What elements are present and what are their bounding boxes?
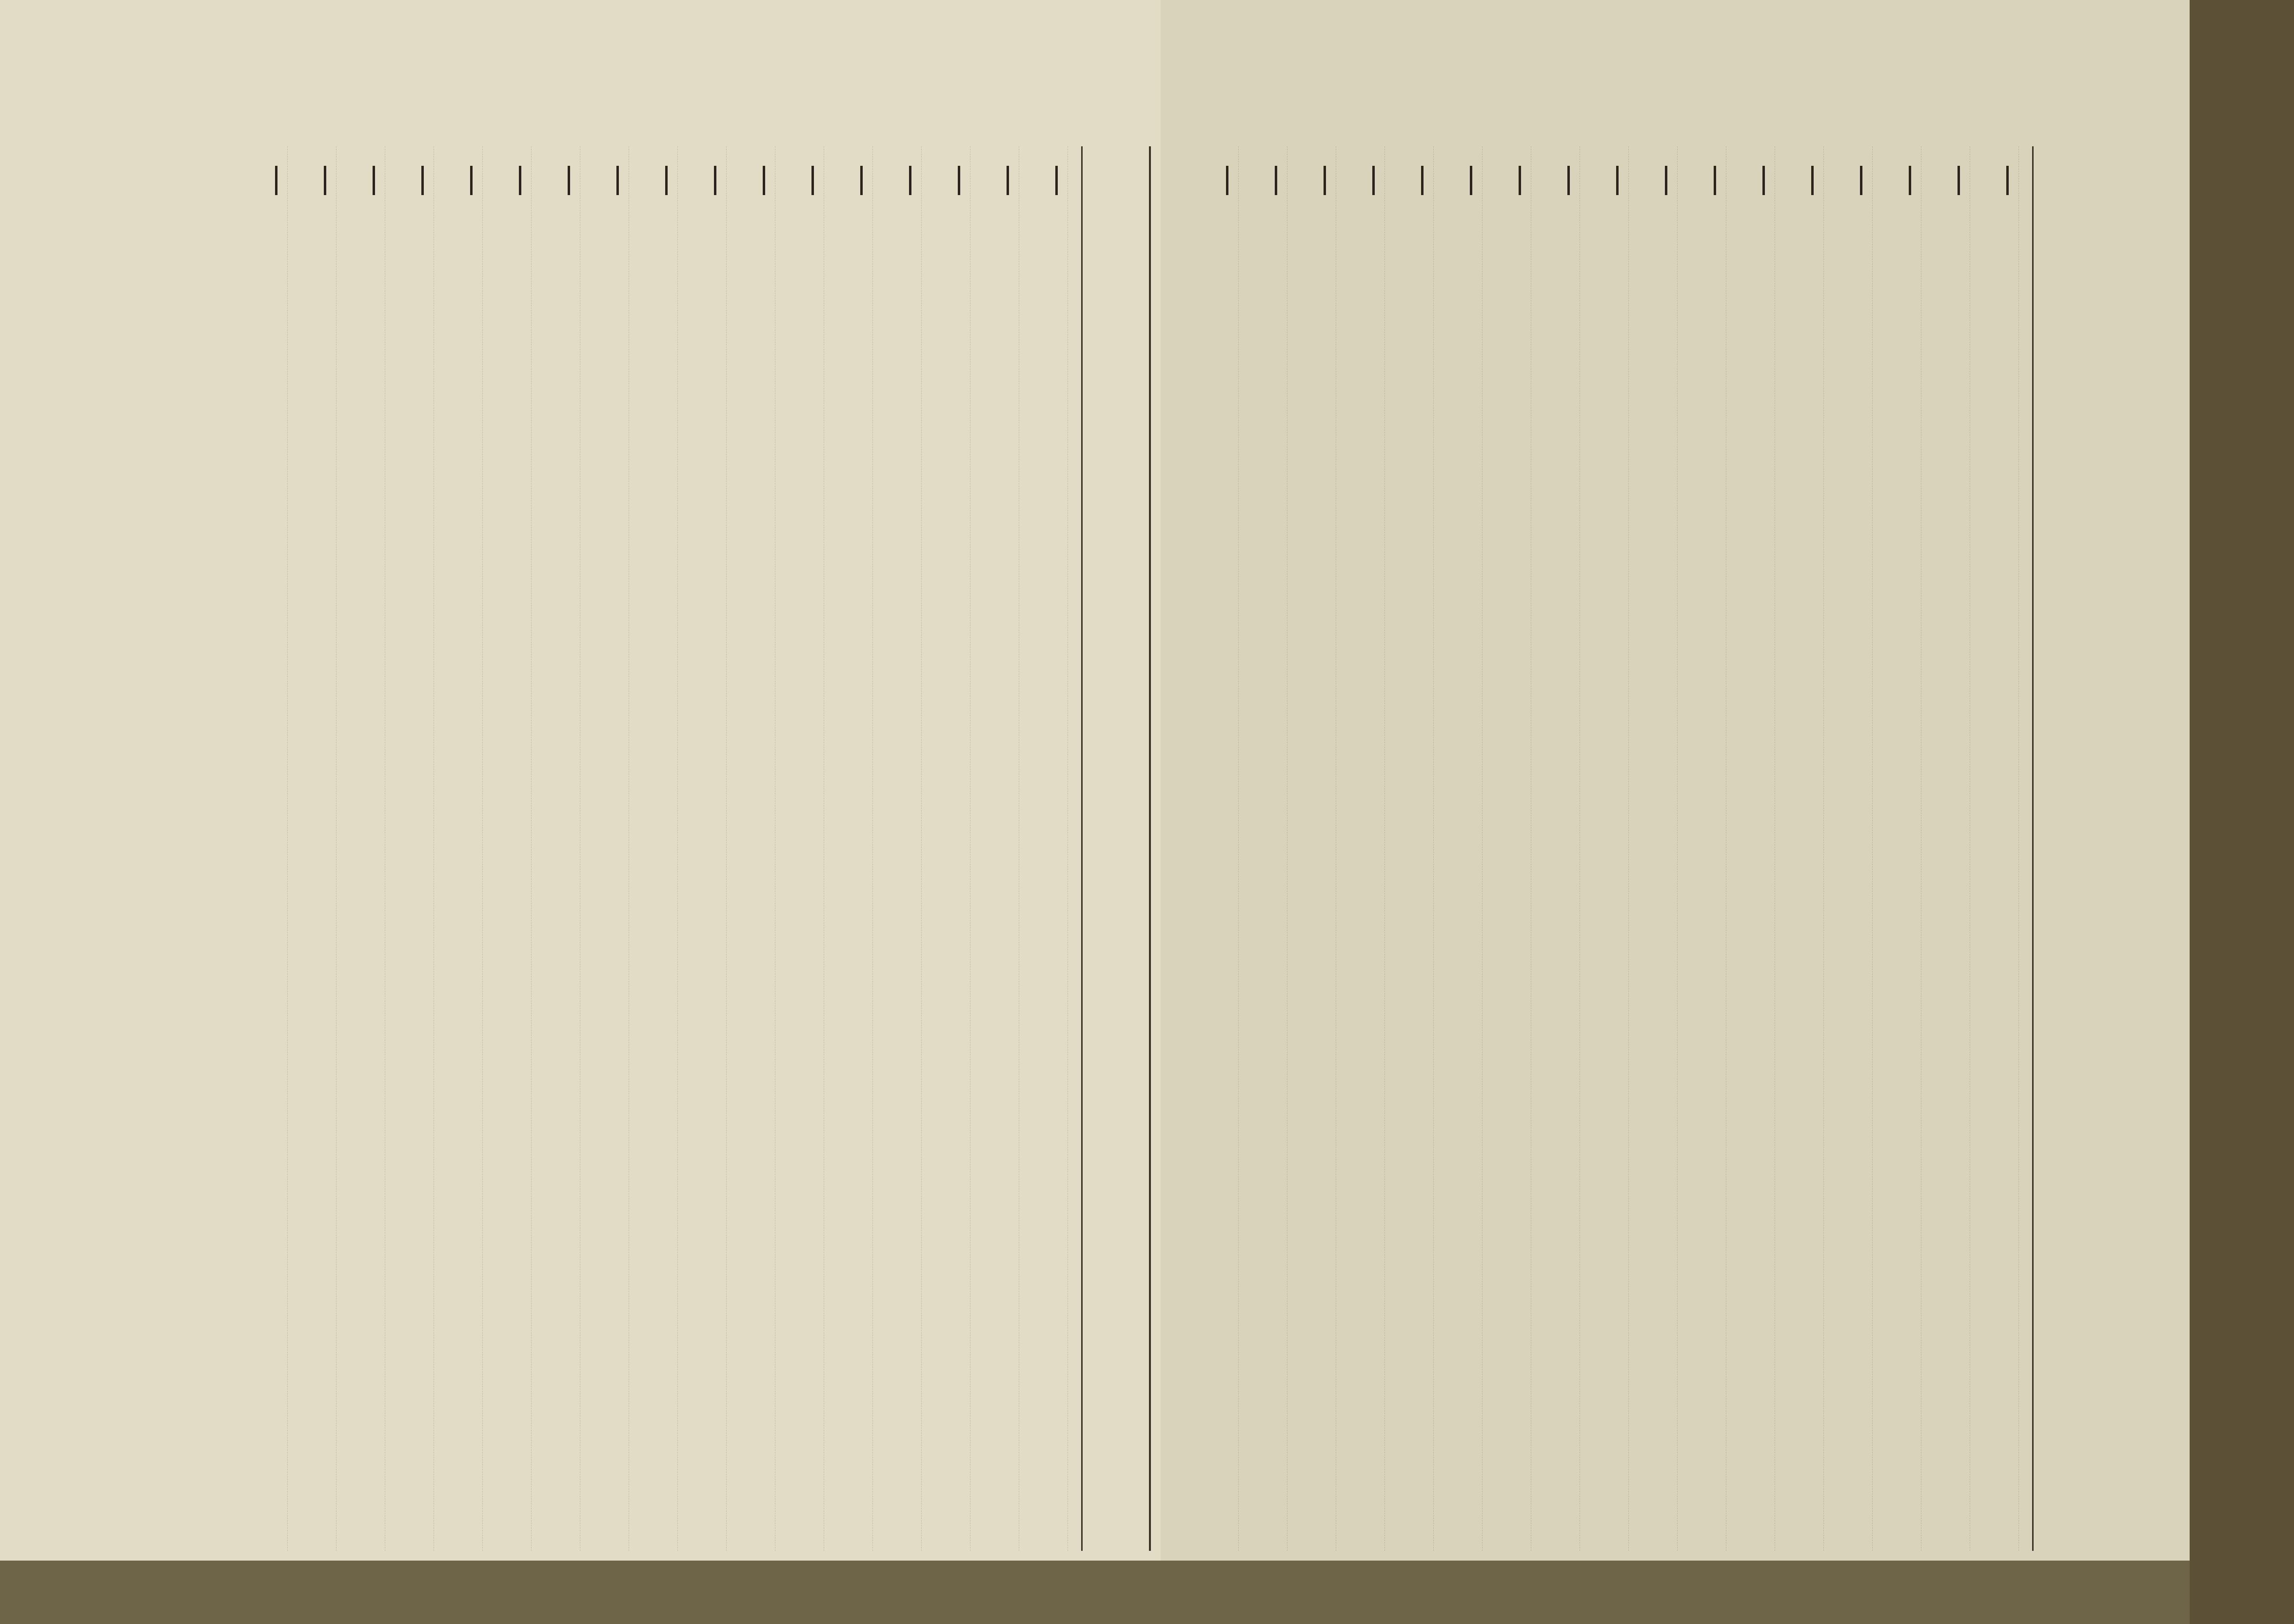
right-header-rule [1081, 146, 1083, 1551]
entry-dash [1007, 166, 1009, 195]
index-entry [385, 146, 434, 1551]
left-header-rule [2032, 146, 2034, 1551]
index-entry [482, 146, 532, 1551]
entry-dash [1470, 166, 1472, 195]
index-entry [1189, 146, 1239, 1551]
index-entry [1628, 146, 1678, 1551]
right-page-text [229, 146, 1122, 1551]
entry-dash [2006, 166, 2009, 195]
index-entry [1580, 146, 1629, 1551]
index-entry [677, 146, 727, 1551]
entry-dash [568, 166, 570, 195]
entry-dash [665, 166, 668, 195]
index-entry [1726, 146, 1775, 1551]
rotated-text-block [229, 146, 2073, 1551]
index-entry [1482, 146, 1531, 1551]
index-entry [1970, 146, 2019, 1551]
index-entry [872, 146, 922, 1551]
entry-dash [714, 166, 716, 195]
entry-dash [373, 166, 375, 195]
entry-dash [811, 166, 814, 195]
page-divider-rule [1149, 146, 1151, 1551]
entry-dash [470, 166, 473, 195]
left-page-header [2029, 146, 2073, 1551]
index-entry [629, 146, 678, 1551]
index-entry [336, 146, 385, 1551]
index-entry [1823, 146, 1873, 1551]
entry-dash [1909, 166, 1911, 195]
entry-dash [1762, 166, 1765, 195]
entry-dash [860, 166, 863, 195]
entry-dash [421, 166, 424, 195]
index-entry [970, 146, 1019, 1551]
entry-dash [909, 166, 911, 195]
index-entry [1287, 146, 1336, 1551]
index-entry [824, 146, 873, 1551]
entry-dash [275, 166, 277, 195]
entry-dash [1714, 166, 1716, 195]
right-page-entries [229, 146, 1068, 1551]
entry-dash [1567, 166, 1570, 195]
index-entry [726, 146, 775, 1551]
entry-dash [1616, 166, 1619, 195]
entry-dash [763, 166, 765, 195]
index-entry [921, 146, 970, 1551]
index-entry [1384, 146, 1434, 1551]
book-edge [2190, 0, 2294, 1624]
entry-dash [1421, 166, 1424, 195]
entry-dash [1275, 166, 1277, 195]
entry-dash [1860, 166, 1862, 195]
index-entry [1433, 146, 1483, 1551]
index-entry [1019, 146, 1068, 1551]
left-page-entries [1180, 146, 2019, 1551]
index-entry [287, 146, 336, 1551]
index-entry [1336, 146, 1385, 1551]
entry-dash [958, 166, 960, 195]
index-entry [580, 146, 629, 1551]
index-entry [1921, 146, 1970, 1551]
index-entry [1531, 146, 1580, 1551]
index-entry [1238, 146, 1287, 1551]
entry-dash [324, 166, 326, 195]
entry-dash [616, 166, 619, 195]
entry-dash [1519, 166, 1521, 195]
entry-dash [519, 166, 521, 195]
entry-dash [1226, 166, 1228, 195]
index-entry [434, 146, 483, 1551]
index-entry [238, 146, 288, 1551]
entry-dash [1372, 166, 1375, 195]
entry-dash [1055, 166, 1058, 195]
index-entry [775, 146, 824, 1551]
entry-dash [1324, 166, 1326, 195]
entry-dash [1811, 166, 1814, 195]
index-entry [1775, 146, 1824, 1551]
right-page-header [1078, 146, 1122, 1551]
index-entry [531, 146, 580, 1551]
entry-dash [1958, 166, 1960, 195]
index-entry [1872, 146, 1921, 1551]
left-page-text [1180, 146, 2073, 1551]
entry-dash [1665, 166, 1667, 195]
index-entry [1677, 146, 1726, 1551]
